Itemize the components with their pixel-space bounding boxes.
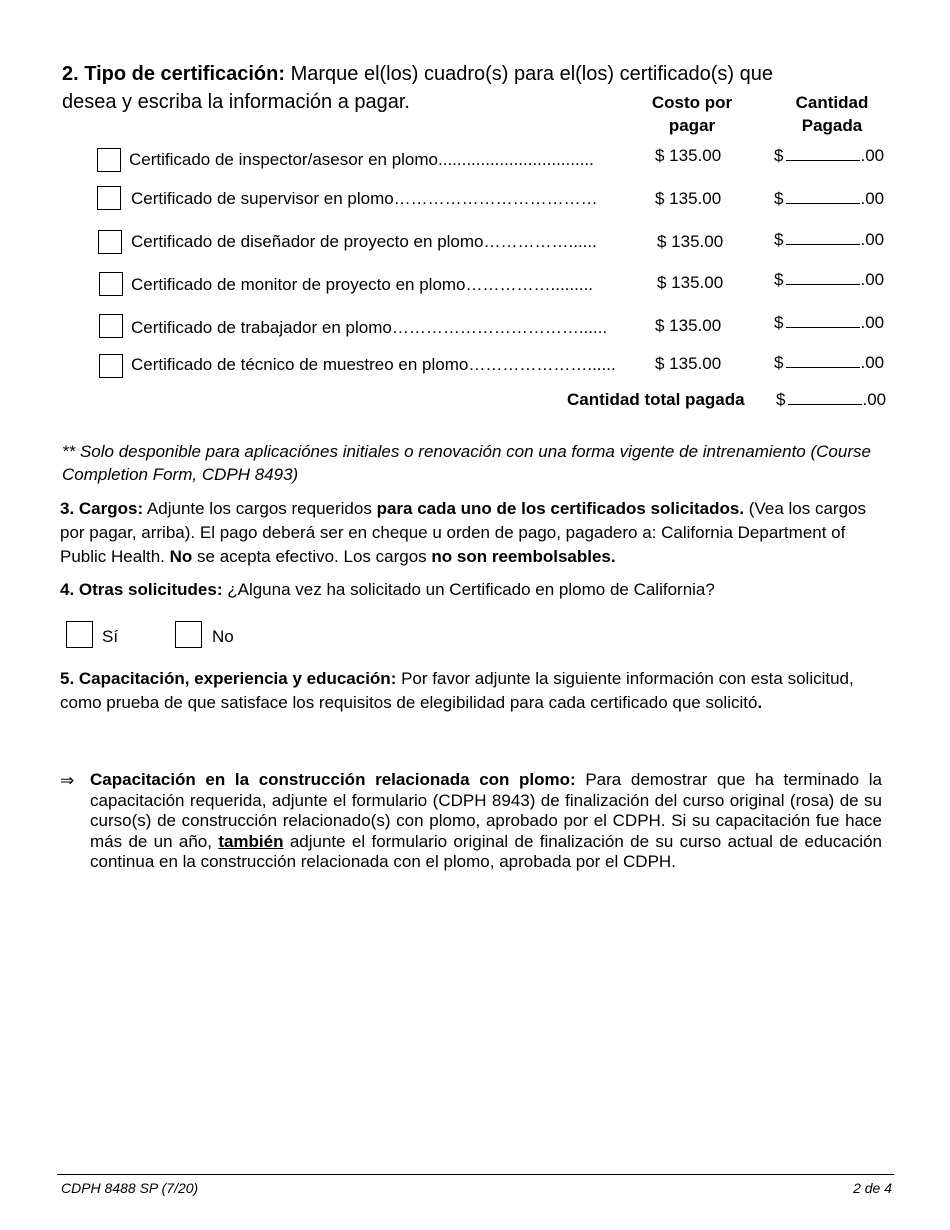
cents-suffix: .00	[860, 353, 885, 372]
row-cost-inspector: $ 135.00	[655, 146, 722, 165]
currency-symbol: $	[774, 270, 784, 289]
amount-field-supervisor[interactable]	[774, 189, 884, 209]
amount-field-designer[interactable]	[774, 230, 884, 250]
section-5-training	[60, 667, 892, 715]
blank-line	[786, 146, 860, 161]
form-id: CDPH 8488 SP (7/20)	[61, 1180, 199, 1196]
bullet-title: Capacitación en la construcción relacionada con plomo:	[90, 770, 576, 789]
section-4-other-applications	[60, 578, 892, 602]
blank-line	[788, 390, 862, 405]
checkbox-no[interactable]	[175, 621, 202, 648]
blank-line	[786, 230, 860, 245]
amount-field-worker[interactable]	[774, 313, 884, 333]
section-3-text: (Vea los cargos por pagar, arriba). El pago deberá ser en cheque u orden de pago, pagadero a: California Department of Public Health.	[60, 499, 866, 566]
cents-suffix: .00	[860, 313, 885, 332]
label-yes: Sí	[102, 627, 119, 646]
section-3-emphasis: no son reembolsables.	[431, 547, 616, 566]
training-bullet	[90, 770, 882, 873]
availability-note: ** Solo desponible para aplicaciónes initiales o renovación con una forma vigente de intrenamiento (Course Completion Form, CDPH 8493)	[62, 442, 871, 484]
checkbox-inspector[interactable]	[97, 148, 121, 172]
blank-line	[786, 189, 860, 204]
row-label-inspector: Certificado de inspector/asesor en plomo.................................	[129, 150, 594, 169]
checkbox-supervisor[interactable]	[97, 186, 121, 210]
bullet-emphasis: también	[218, 831, 284, 851]
row-label-monitor: Certificado de monitor de proyecto en plomo…………….........	[131, 275, 594, 294]
blank-line	[786, 313, 860, 328]
checkbox-designer[interactable]	[98, 230, 122, 254]
cents-suffix: .00	[862, 390, 887, 409]
blank-line	[786, 353, 860, 368]
page-number: 2 de 4	[853, 1180, 892, 1196]
cents-suffix: .00	[860, 270, 885, 289]
row-label-sampling-technician: Certificado de técnico de muestreo en plomo…………………......	[131, 355, 616, 374]
section-3-fees	[60, 497, 892, 569]
section-5-text: Por favor adjunte la siguiente información con esta solicitud, como prueba de que satisface los requisitos de elegibilidad para cada certificado que solicitó	[60, 669, 854, 712]
section-3-text: Adjunte los cargos requeridos	[143, 499, 377, 518]
row-cost-monitor: $ 135.00	[657, 273, 724, 292]
section-3-title: 3. Cargos:	[60, 499, 144, 518]
section-2-title: 2. Tipo de certificación:	[62, 63, 286, 85]
arrow-icon: ⇒	[60, 771, 75, 790]
footer-divider	[57, 1174, 894, 1175]
cents-suffix: .00	[860, 189, 885, 208]
row-label-supervisor: Certificado de supervisor en plomo………………………………	[131, 189, 598, 208]
label-no: No	[212, 627, 234, 646]
section-5-period: .	[757, 693, 763, 712]
currency-symbol: $	[774, 313, 784, 332]
section-3-emphasis: para cada uno de los certificados solicitados.	[376, 499, 745, 518]
section-2-title-rest: Marque el(los) cuadro(s) para el(los) certificado(s) que	[285, 63, 773, 85]
currency-symbol: $	[774, 146, 784, 165]
amount-field-inspector[interactable]	[774, 146, 884, 166]
currency-symbol: $	[774, 353, 784, 372]
amount-field-sampling-technician[interactable]	[774, 353, 884, 373]
checkbox-worker[interactable]	[99, 314, 123, 338]
cents-suffix: .00	[860, 146, 885, 165]
row-cost-worker: $ 135.00	[655, 316, 722, 335]
column-header-paid: Cantidad Pagada	[795, 93, 869, 135]
total-amount-field[interactable]	[776, 390, 886, 410]
section-3-text: se acepta efectivo. Los cargos	[192, 547, 432, 566]
column-header-cost: Costo por pagar	[651, 93, 733, 135]
row-cost-supervisor: $ 135.00	[655, 189, 722, 208]
currency-symbol: $	[776, 390, 786, 409]
cents-suffix: .00	[860, 230, 885, 249]
checkbox-sampling-technician[interactable]	[99, 354, 123, 378]
row-cost-designer: $ 135.00	[657, 232, 724, 251]
section-2-heading	[62, 60, 882, 116]
bullet-text: Para demostrar que ha terminado la capacitación requerida, adjunte el formulario (CDPH 8943) de finalización del curso original (rosa) de su curso(s) de construcción relacionado(s) con plomo, aprobado por el CDPH. Si su capacitación fue hace más de un año,	[90, 770, 882, 851]
section-3-emphasis: No	[169, 547, 193, 566]
checkbox-monitor[interactable]	[99, 272, 123, 296]
section-5-title: 5. Capacitación, experiencia y educación:	[60, 669, 397, 688]
checkbox-yes[interactable]	[66, 621, 93, 648]
section-4-title: 4. Otras solicitudes:	[60, 580, 223, 599]
currency-symbol: $	[774, 189, 784, 208]
amount-field-monitor[interactable]	[774, 270, 884, 290]
bullet-text: adjunte el formulario original de finalización de su curso actual de educación continua en la construcción relacionada con el plomo, aprobada por el CDPH.	[90, 831, 882, 871]
section-2-title-line2: desea y escriba la información a pagar.	[62, 91, 410, 113]
row-label-worker: Certificado de trabajador en plomo……………………………......	[131, 318, 608, 337]
row-label-designer: Certificado de diseñador de proyecto en plomo……………......	[131, 232, 597, 251]
blank-line	[786, 270, 860, 285]
total-label: Cantidad total pagada	[567, 390, 745, 409]
section-4-question: ¿Alguna vez ha solicitado un Certificado en plomo de California?	[222, 580, 715, 599]
currency-symbol: $	[774, 230, 784, 249]
row-cost-sampling-technician: $ 135.00	[655, 354, 722, 373]
